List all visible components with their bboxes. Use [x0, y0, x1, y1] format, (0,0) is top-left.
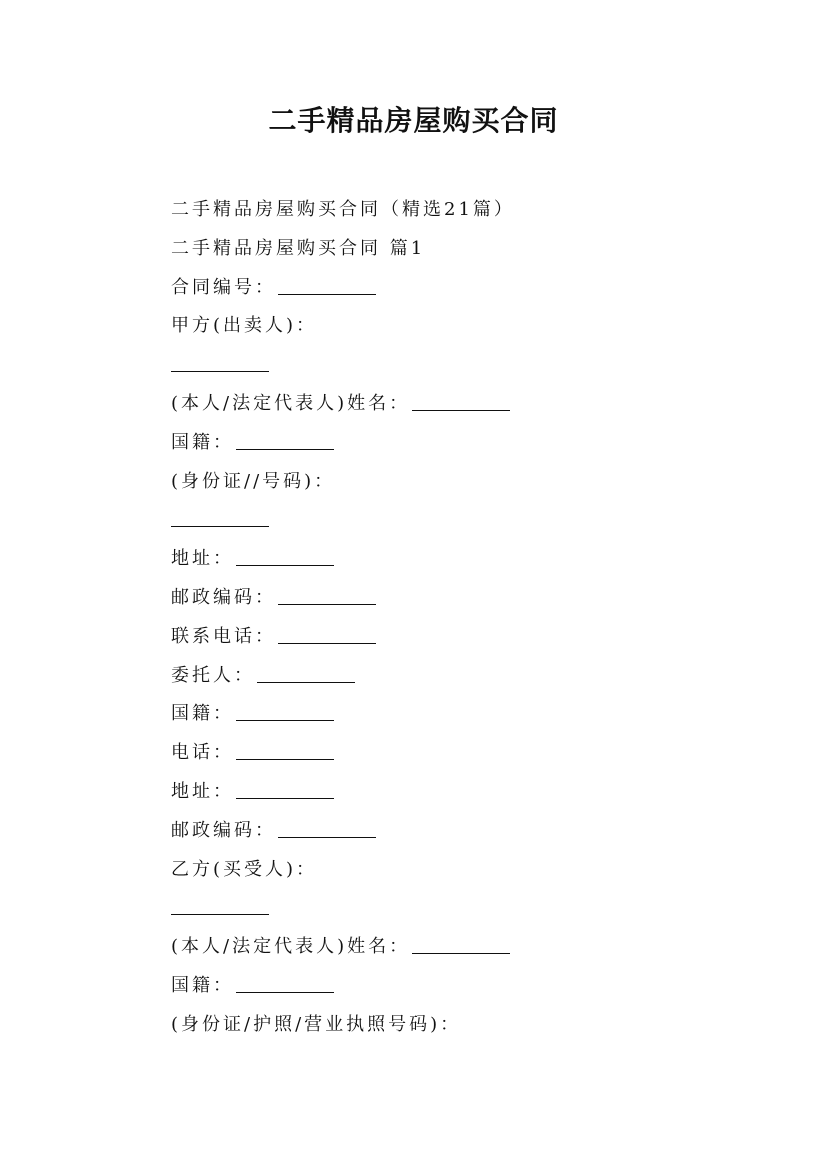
line-text: (身份证//号码)： [171, 470, 336, 492]
line-text: 甲方(出卖人)： [171, 315, 318, 337]
document-line [171, 579, 731, 618]
fill-in-blank[interactable] [236, 741, 334, 760]
line-text: 合同编号： [171, 276, 276, 298]
document-title: 二手精品房屋购买合同 [268, 104, 559, 137]
fill-in-blank[interactable] [278, 586, 376, 605]
fill-in-blank[interactable] [257, 664, 355, 683]
line-text: (本人/法定代表人)姓名： [171, 392, 411, 414]
document-body [171, 191, 731, 1045]
line-text: 二手精品房屋购买合同（精选21篇） [171, 199, 515, 220]
document-line [171, 734, 731, 773]
document-line [171, 191, 731, 230]
document-line [171, 501, 731, 540]
line-text: 联系电话： [171, 625, 276, 647]
fill-in-blank[interactable] [278, 276, 376, 295]
document-line [171, 385, 731, 424]
line-text: 电话： [171, 742, 234, 764]
document-line [171, 230, 731, 269]
line-text: 国籍： [171, 974, 234, 996]
document-line [171, 889, 731, 928]
document-line [171, 851, 731, 890]
document-line [171, 1006, 731, 1045]
document-line [171, 812, 731, 851]
document-line [171, 657, 731, 696]
line-text: 邮政编码： [171, 586, 276, 608]
document-line [171, 773, 731, 812]
line-text: 乙方(买受人)： [171, 858, 318, 880]
fill-in-blank[interactable] [171, 896, 269, 915]
fill-in-blank[interactable] [236, 974, 334, 993]
document-line [171, 618, 731, 657]
fill-in-blank[interactable] [278, 625, 376, 644]
line-text: (本人/法定代表人)姓名： [171, 936, 411, 958]
document-line [171, 346, 731, 385]
fill-in-blank[interactable] [171, 353, 269, 372]
fill-in-blank[interactable] [412, 392, 510, 411]
fill-in-blank[interactable] [412, 935, 510, 954]
document-line [171, 967, 731, 1006]
line-text: 二手精品房屋购买合同 篇1 [171, 237, 426, 259]
line-text: (身份证/护照/营业执照号码)： [171, 1013, 462, 1035]
document-line [171, 424, 731, 463]
document-line [171, 463, 731, 502]
document-line [171, 928, 731, 967]
line-text: 邮政编码： [171, 819, 276, 841]
fill-in-blank[interactable] [236, 702, 334, 721]
line-text: 地址： [171, 780, 234, 802]
document-line [171, 307, 731, 346]
line-text: 地址： [171, 548, 234, 570]
line-text: 委托人： [171, 664, 255, 686]
fill-in-blank[interactable] [278, 819, 376, 838]
line-text: 国籍： [171, 703, 234, 725]
document-line [171, 540, 731, 579]
line-text: 国籍： [171, 431, 234, 453]
fill-in-blank[interactable] [236, 547, 334, 566]
fill-in-blank[interactable] [171, 508, 269, 527]
document-line [171, 269, 731, 308]
fill-in-blank[interactable] [236, 431, 334, 450]
fill-in-blank[interactable] [236, 780, 334, 799]
document-line [171, 695, 731, 734]
